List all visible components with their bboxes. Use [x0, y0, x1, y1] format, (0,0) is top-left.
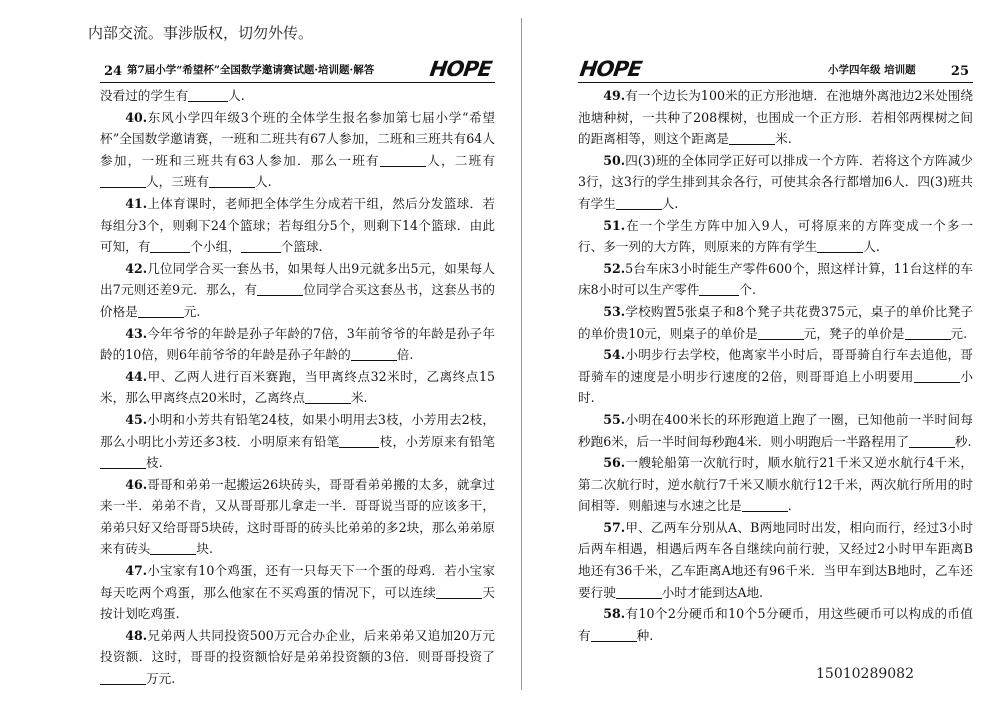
question-45: 45.小明和小芳共有铅笔24枝，如果小明用去3枝，小芳用去2枝，那么小明比小芳还多3枝．小明原来有铅笔 枝，小芳原来有铅笔枝. [100, 411, 496, 471]
question-44: 44.甲、乙两人进行百米赛跑，当甲离终点32米时，乙离终点15米，那么甲离终点20米时，乙离终点 米. [100, 368, 495, 406]
left-body [100, 85, 495, 690]
answer-blank[interactable] [100, 671, 146, 685]
answer-blank[interactable] [729, 131, 775, 145]
answer-blank[interactable] [305, 390, 351, 404]
right-header-title: 小学四年级 培训题 [828, 64, 916, 76]
left-header [100, 58, 495, 83]
answer-blank[interactable] [591, 628, 637, 642]
answer-blank[interactable] [339, 434, 379, 448]
question-50: 50.四(3)班的全体同学正好可以排成一个方阵．若将这个方阵减少3行，这3行的学生排到其余各行，可使其余各行都增加6人．四(3)班共有学生 人. [578, 152, 973, 211]
page-divider [521, 18, 522, 690]
answer-blank[interactable] [699, 282, 739, 296]
question-39-cont: 没看过的学生有 人. [100, 88, 245, 103]
answer-blank[interactable] [188, 88, 228, 102]
answer-blank[interactable] [150, 541, 196, 555]
question-42: 42.几位同学合买一套丛书，如果每人出9元就多出5元，如果每人出7元则还差9元．那么，有 位同学合买这套丛书，这套丛书的价格是 元. [100, 260, 495, 319]
right-page [578, 58, 973, 646]
right-body [578, 85, 973, 646]
question-49: 49.有一个边长为100米的正方形池塘．在池塘外离池边2米处围绕池塘种树，一共种了208棵树，也围成一个正方形．若相邻两棵树之间的距离相等，则这个距离是 米. [578, 88, 973, 147]
answer-blank[interactable] [817, 239, 863, 253]
watermark-text: 内部交流。事涉版权，切勿外传。 [88, 24, 314, 42]
answer-blank[interactable] [209, 174, 255, 188]
question-56: 56.一艘轮船第一次航行时，顺水航行21千米又逆水航行4千米，第二次航行时，逆水航行7千米又顺水航行12千米，两次航行所用的时间相等．则船速与水速之比是 ． [578, 455, 973, 514]
answer-blank[interactable] [241, 239, 281, 253]
left-header-title: 第7届小学“希望杯”全国数学邀请赛试题·培训题·解答 [127, 64, 375, 76]
answer-blank[interactable] [758, 326, 804, 340]
answer-blank[interactable] [742, 498, 788, 512]
question-43: 43.今年爷爷的年龄是孙子年龄的7倍，3年前爷爷的年龄是孙子年龄的10倍，则6年前爷爷的年龄是孙子年龄的 倍. [100, 325, 495, 363]
question-40: 40.东风小学四年级3个班的全体学生报名参加第七届小学“希望杯”全国数学邀请赛，一班和二班共有67人参加，二班和三班共有64人参加，一班和三班共有63人参加．那么一班有 人，二班有人，三班有 人. [100, 109, 496, 190]
answer-blank[interactable] [436, 585, 482, 599]
question-51: 51.在一个学生方阵中加入9人，可将原来的方阵变成一个多一行、多一列的大方阵，则原来的方阵有学生 人. [578, 217, 973, 255]
left-page [100, 58, 495, 690]
answer-blank[interactable] [351, 347, 397, 361]
right-header [578, 58, 973, 83]
answer-blank[interactable] [909, 434, 955, 448]
question-55: 55.小明在400米长的环形跑道上跑了一圈，已知他前一半时间每秒跑6米，后一半时间每秒跑4米．则小明跑后一半路程用了 秒. [578, 411, 973, 449]
question-57: 57.甲、乙两车分别从A、B两地同时出发，相向而行，经过3小时后两车相遇，相遇后两车各自继续向前行驶，又经过2小时甲车距离B地还有36千米，乙车距离A地还有96千米．当甲车到达B地时，乙车还要行驶 小时才能到达A地. [578, 519, 973, 600]
answer-blank[interactable] [100, 455, 146, 469]
answer-blank[interactable] [100, 174, 146, 188]
question-41: 41.上体育课时，老师把全体学生分成若干组，然后分发篮球．若每组分3个，则剩下24个篮球；若每组分5个，则剩下14个篮球．由此可知，有 个小组， 个篮球. [100, 195, 495, 255]
question-47: 47.小宝家有10个鸡蛋，还有一只每天下一个蛋的母鸡．若小宝家每天吃两个鸡蛋，那么他家在不买鸡蛋的情况下，可以连续 天按计划吃鸡蛋. [100, 563, 496, 622]
answer-blank[interactable] [914, 369, 960, 383]
right-page-number: 25 [950, 64, 969, 79]
answer-blank[interactable] [380, 153, 426, 167]
left-page-number: 24 [104, 64, 123, 79]
phone-number: 15010289082 [816, 666, 914, 682]
question-48: 48.兄弟两人共同投资500万元合办企业，后来弟弟又追加20万元投资额．这时，哥哥的投资额恰好是弟弟投资额的3倍．则哥哥投资了万元. [100, 627, 495, 687]
question-46: 46.哥哥和弟弟一起搬运26块砖头，哥哥看弟弟搬的太多，就拿过来一半．弟弟不肯，又从哥哥那儿拿走一半．哥哥说当哥的应该多干，弟弟只好又给哥哥5块砖，这时哥哥的砖头比弟弟的多2块，那么弟弟原来有砖头 块. [100, 476, 495, 557]
question-52: 52.5台车床3小时能生产零件600个，照这样计算，11台这样的车床8小时可以生产零件 个. [578, 260, 973, 298]
question-54: 54.小明步行去学校，他离家半小时后，哥哥骑自行车去追他，哥哥骑车的速度是小明步行速度的2倍，则哥哥追上小明要用 小时. [578, 347, 974, 406]
answer-blank[interactable] [257, 282, 303, 296]
answer-blank[interactable] [905, 326, 951, 340]
question-58: 58.有10个2分硬币和10个5分硬币，用这些硬币可以构成的币值有 种. [578, 606, 973, 643]
answer-blank[interactable] [616, 196, 662, 210]
answer-blank[interactable] [138, 304, 184, 318]
answer-blank[interactable] [150, 239, 190, 253]
answer-blank[interactable] [616, 585, 662, 599]
hope-logo: HOPE [578, 57, 643, 81]
hope-logo: HOPE [428, 57, 493, 81]
question-53: 53.学校购置5张桌子和8个凳子共花费375元，桌子的单价比凳子的单价贵10元，则桌子的单价是 元，凳子的单价是 元. [578, 303, 973, 341]
